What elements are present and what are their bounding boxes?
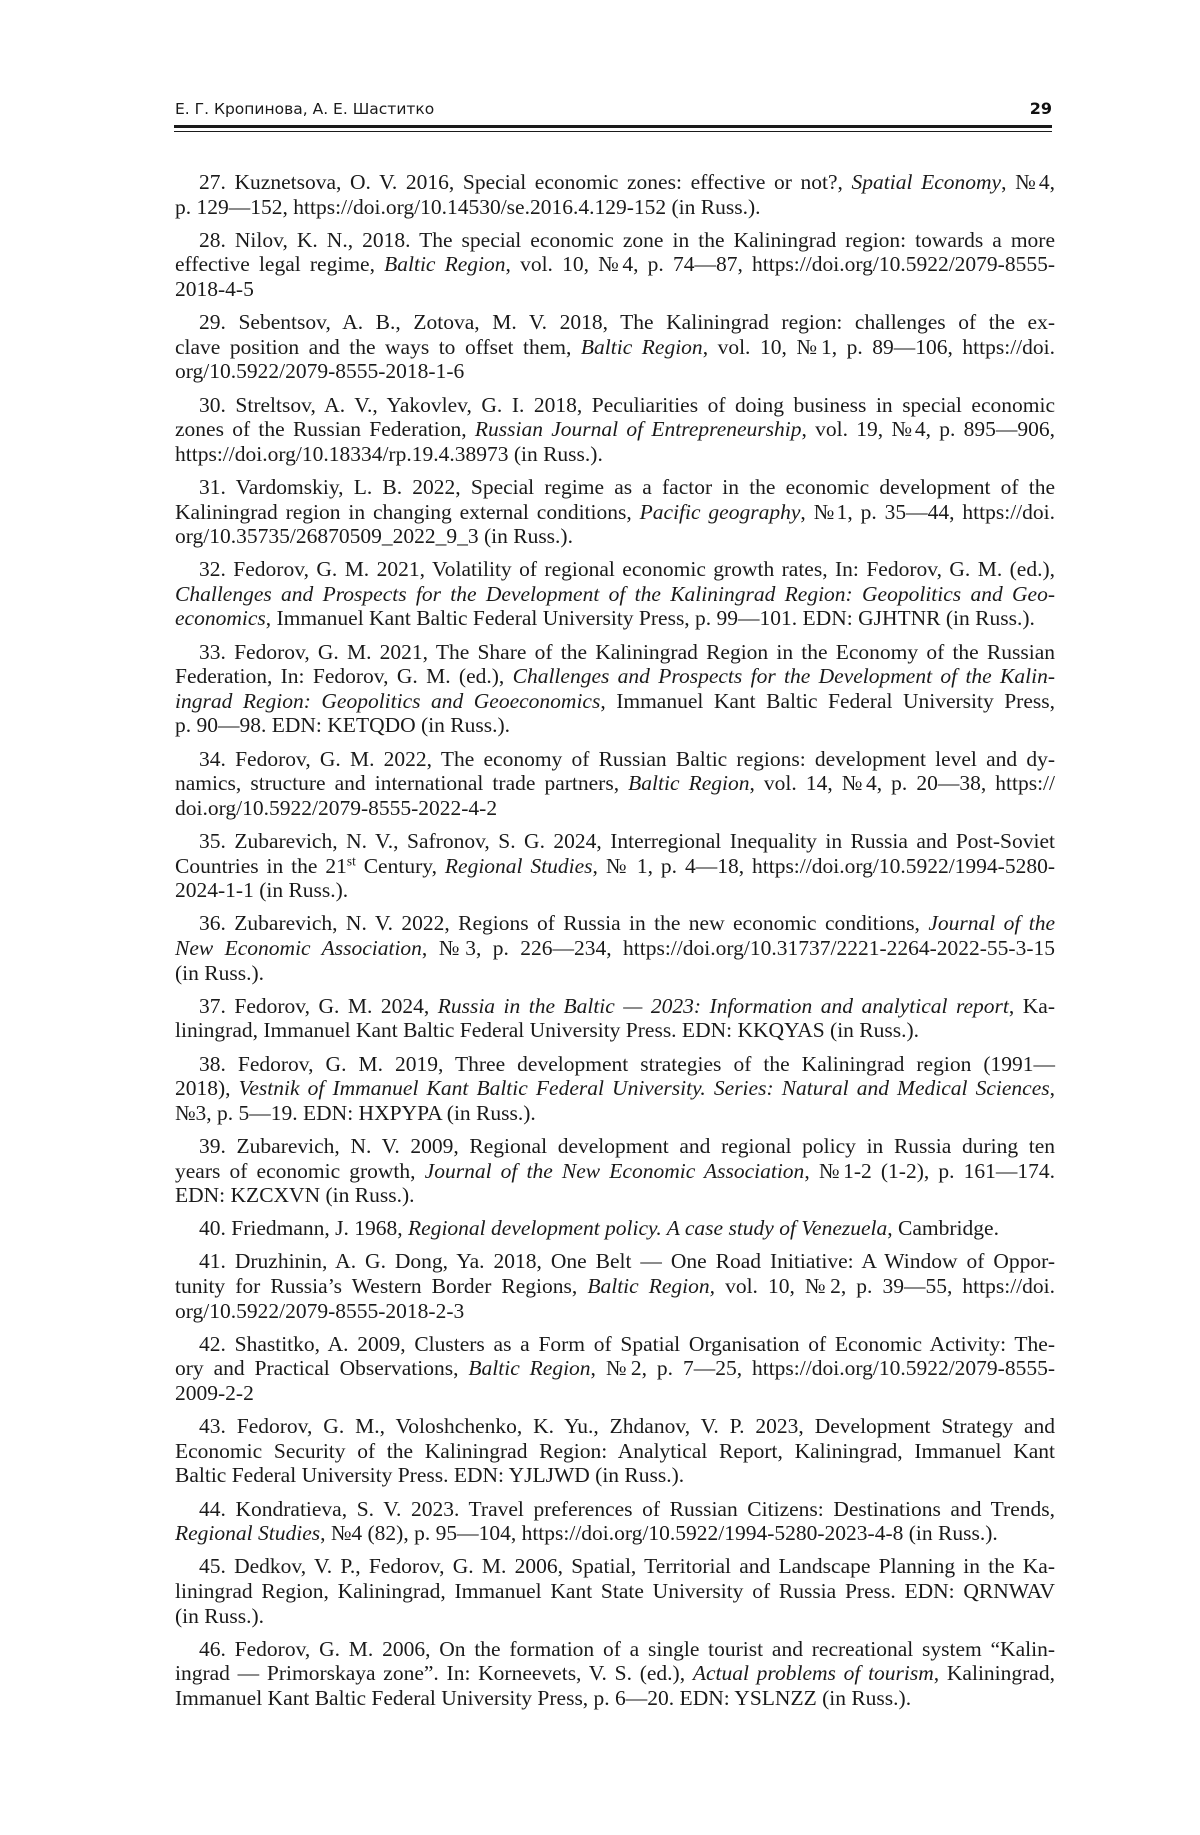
reference-line <box>175 500 1055 525</box>
reference-text: №3, p. 5—19. EDN: HXPYPA (in Russ.). <box>175 1100 536 1125</box>
reference-text: 36. Zubarevich, N. V. 2022, Regions of Russia in the new economic conditions, <box>199 911 929 936</box>
reference-entry-44 <box>175 1497 1055 1546</box>
reference-line <box>175 417 1055 442</box>
reference-line <box>175 475 1055 500</box>
reference-text: p. 129—152, https://doi.org/10.14530/se.2016.4.129-152 (in Russ.). <box>175 194 761 219</box>
reference-line <box>175 442 1055 467</box>
reference-line <box>175 747 1055 772</box>
reference-line <box>175 524 1055 549</box>
reference-text: Federation, In: Fedorov, G. M. (ed.), <box>175 664 513 689</box>
reference-text: ory and Practical Observations, <box>175 1356 469 1381</box>
reference-entry-43 <box>175 1414 1055 1488</box>
reference-italic-text: Journal of the <box>928 911 1056 936</box>
reference-entry-27 <box>175 170 1055 219</box>
reference-line <box>175 640 1055 665</box>
reference-text: Baltic Federal University Press. EDN: YJLJWD (in Russ.). <box>175 1463 685 1488</box>
reference-italic-text: Baltic Region <box>468 1356 591 1381</box>
reference-list <box>175 170 1055 1719</box>
reference-text: 30. Streltsov, A. V., Yakovlev, G. I. 2018, Peculiarities of doing business in special economic <box>199 392 1055 417</box>
reference-text: 27. Kuznetsova, O. V. 2016, Special economic zones: effective or not?, <box>199 170 852 194</box>
reference-line <box>175 310 1055 335</box>
reference-text: 41. Druzhinin, A. G. Dong, Ya. 2018, One Belt — One Road Initiative: A Window of Oppor- <box>199 1249 1055 1274</box>
reference-line <box>175 252 1055 277</box>
reference-text: vol. 10, №2, p. 39—55, https://doi. <box>715 1274 1055 1299</box>
reference-line <box>175 796 1055 821</box>
reference-italic-text: ingrad Region: Geopolitics and Geoeconomics <box>175 688 601 713</box>
reference-line <box>175 1637 1055 1662</box>
reference-entry-40 <box>175 1216 1055 1241</box>
reference-text: 2009-2-2 <box>175 1381 254 1406</box>
reference-line <box>175 713 1055 738</box>
reference-line <box>175 1299 1055 1324</box>
reference-text: tunity for Russia’s Western Border Regions, <box>175 1274 588 1299</box>
reference-line <box>175 829 1055 854</box>
page-number: 29 <box>1029 99 1052 118</box>
reference-italic-text: Baltic Region <box>628 771 750 796</box>
header-rule-thin <box>174 131 1052 132</box>
reference-line <box>175 878 1055 903</box>
reference-text: , №1-2 (1-2), p. 161—174. <box>804 1158 1055 1183</box>
reference-text: 44. Kondratieva, S. V. 2023. Travel preferences of Russian Citizens: Destinations and Trends, <box>199 1496 1055 1521</box>
reference-line <box>175 1554 1055 1579</box>
reference-text: 28. Nilov, K. N., 2018. The special economic zone in the Kaliningrad region: towards a more <box>199 227 1055 252</box>
reference-line <box>175 1521 1055 1546</box>
reference-line <box>175 1604 1055 1629</box>
reference-line <box>175 1686 1055 1711</box>
reference-text: doi.org/10.5922/2079-8555-2022-4-2 <box>175 795 498 820</box>
reference-text: , <box>1049 1076 1055 1101</box>
reference-text: 37. Fedorov, G. M. 2024, <box>199 993 438 1018</box>
reference-text: 40. Friedmann, J. 1968, <box>199 1216 409 1241</box>
reference-line <box>175 170 1055 195</box>
reference-text: 2018), <box>175 1076 239 1101</box>
reference-entry-45 <box>175 1554 1055 1628</box>
reference-text: , Ka- <box>1008 993 1055 1018</box>
reference-entry-36 <box>175 911 1055 985</box>
reference-line <box>175 1134 1055 1159</box>
reference-line <box>175 771 1055 796</box>
reference-entry-34 <box>175 747 1055 821</box>
reference-italic-text: Challenges and Prospects for the Development of the Kalin- <box>512 664 1055 689</box>
reference-entry-30 <box>175 393 1055 467</box>
reference-line <box>175 1274 1055 1299</box>
reference-text: 45. Dedkov, V. P., Fedorov, G. M. 2006, Spatial, Territorial and Landscape Planning in the Ka- <box>199 1554 1055 1579</box>
reference-text: 2024-1-1 (in Russ.). <box>175 878 349 903</box>
reference-text: https://doi.org/10.18334/rp.19.4.38973 (in Russ.). <box>175 441 603 466</box>
reference-entry-31 <box>175 475 1055 549</box>
reference-entry-38 <box>175 1052 1055 1126</box>
reference-line <box>175 911 1055 936</box>
reference-text: Immanuel Kant Baltic Federal University Press, p. 6—20. EDN: YSLNZZ (in Russ.). <box>175 1685 912 1710</box>
reference-italic-text: Russian Journal of Entrepreneurship <box>474 417 802 442</box>
reference-text: Economic Security of the Kaliningrad Region: Analytical Report, Kaliningrad, Immanuel Kant <box>175 1438 1055 1463</box>
reference-text: , vol. 10, №4, p. 74—87, https://doi.org/10.5922/2079-8555- <box>505 252 1055 277</box>
reference-line <box>175 1381 1055 1406</box>
reference-text: 32. Fedorov, G. M. 2021, Volatility of regional economic growth rates, In: Fedorov, G. M. (ed.), <box>199 557 1055 582</box>
reference-italic-text: Baltic Region <box>384 252 506 277</box>
reference-text: org/10.5922/2079-8555-2018-2-3 <box>175 1298 465 1323</box>
reference-entry-29 <box>175 310 1055 384</box>
reference-text: namics, structure and international trade partners, <box>175 771 629 796</box>
reference-text: 31. Vardomskiy, L. B. 2022, Special regime as a factor in the economic development of the <box>199 474 1055 499</box>
running-head-authors: Е. Г. Кропинова, А. Е. Шаститко <box>175 100 435 118</box>
reference-entry-42 <box>175 1332 1055 1406</box>
reference-italic-text: Baltic Region, <box>587 1274 716 1299</box>
reference-line <box>175 1076 1055 1101</box>
reference-text: Countries in the 21 <box>175 853 347 878</box>
reference-line <box>175 961 1055 986</box>
reference-text: , №4 (82), p. 95—104, https://doi.org/10.5922/1994-5280-2023-4-8 (in Russ.). <box>320 1521 998 1546</box>
reference-italic-text: Vestnik of Immanuel Kant Baltic Federal University. Series: Natural and Medical Sciences <box>238 1076 1050 1101</box>
reference-text: 42. Shastitko, A. 2009, Clusters as a Form of Spatial Organisation of Economic Activity: The- <box>199 1331 1055 1356</box>
reference-text: ingrad — Primorskaya zone”. In: Korneevets, V. S. (ed.), <box>175 1661 693 1686</box>
reference-line <box>175 1439 1055 1464</box>
reference-line <box>175 1159 1055 1184</box>
reference-line <box>175 195 1055 220</box>
reference-line <box>175 1356 1055 1381</box>
reference-line <box>175 1579 1055 1604</box>
reference-line <box>175 689 1055 714</box>
reference-line <box>175 606 1055 631</box>
reference-line <box>175 1052 1055 1077</box>
reference-text: clave position and the ways to offset them, <box>175 334 581 359</box>
reference-entry-32 <box>175 557 1055 631</box>
reference-line <box>175 1216 1055 1241</box>
reference-text: 35. Zubarevich, N. V., Safronov, S. G. 2024, Interregional Inequality in Russia and Post-Soviet <box>199 829 1055 853</box>
reference-text: , Immanuel Kant Baltic Federal University Press, <box>600 688 1055 713</box>
reference-text: , №1, p. 35—44, https://doi. <box>800 499 1056 524</box>
reference-text: Kaliningrad region in changing external conditions, <box>175 499 640 524</box>
reference-entry-33 <box>175 640 1055 738</box>
reference-entry-39 <box>175 1134 1055 1208</box>
reference-text: EDN: KZCXVN (in Russ.). <box>175 1183 415 1208</box>
reference-text: 34. Fedorov, G. M. 2022, The economy of Russian Baltic regions: development level and dy- <box>199 746 1055 771</box>
reference-text: 2018-4-5 <box>175 276 254 301</box>
reference-line <box>175 1497 1055 1522</box>
reference-text: liningrad, Immanuel Kant Baltic Federal University Press. EDN: KKQYAS (in Russ.). <box>175 1018 920 1043</box>
reference-text: 33. Fedorov, G. M. 2021, The Share of the Kaliningrad Region in the Economy of the Russian <box>199 639 1055 664</box>
reference-entry-35 <box>175 829 1055 903</box>
reference-text: (in Russ.). <box>175 960 264 985</box>
reference-text: , №3, p. 226—234, https://doi.org/10.31737/2221-2264-2022-55-3-15 <box>421 935 1055 960</box>
reference-line <box>175 277 1055 302</box>
reference-line <box>175 582 1055 607</box>
reference-text: , Kaliningrad, <box>933 1661 1055 1686</box>
reference-italic-text: Challenges and Prospects for the Development of the Kaliningrad Region: Geopolitics and Geo- <box>175 581 1055 606</box>
reference-text: , № 1, p. 4—18, https://doi.org/10.5922/1994-5280- <box>592 853 1055 878</box>
reference-text: , Cambridge. <box>887 1216 999 1241</box>
reference-italic-text: New Economic Association <box>175 935 422 960</box>
reference-text: 29. Sebentsov, A. B., Zotova, M. V. 2018, The Kaliningrad region: challenges of the ex- <box>199 310 1055 335</box>
reference-text: , vol. 19, №4, p. 895—906, <box>801 417 1055 442</box>
reference-italic-text: economics <box>175 606 266 631</box>
reference-line <box>175 1414 1055 1439</box>
reference-text: effective legal regime, <box>175 252 385 277</box>
reference-entry-37 <box>175 994 1055 1043</box>
reference-line <box>175 557 1055 582</box>
reference-italic-text: Spatial Economy <box>851 170 1002 194</box>
reference-text: , №2, p. 7—25, https://doi.org/10.5922/2079-8555- <box>590 1356 1055 1381</box>
reference-line <box>175 1332 1055 1357</box>
reference-text: years of economic growth, <box>175 1158 425 1183</box>
reference-line <box>175 664 1055 689</box>
reference-entry-28 <box>175 228 1055 302</box>
reference-line <box>175 936 1055 961</box>
reference-text: 43. Fedorov, G. M., Voloshchenko, K. Yu., Zhdanov, V. P. 2023, Development Strategy and <box>199 1414 1055 1439</box>
reference-line <box>175 1249 1055 1274</box>
reference-line <box>175 1101 1055 1126</box>
reference-entry-46 <box>175 1637 1055 1711</box>
reference-italic-text: Actual problems of tourism <box>692 1661 934 1686</box>
reference-line <box>175 1183 1055 1208</box>
reference-text: 39. Zubarevich, N. V. 2009, Regional development and regional policy in Russia during ten <box>199 1133 1055 1158</box>
reference-text: zones of the Russian Federation, <box>175 417 475 442</box>
reference-text: (in Russ.). <box>175 1603 264 1628</box>
reference-text: , vol. 10, №1, p. 89—106, https://doi. <box>702 334 1055 359</box>
reference-text: 46. Fedorov, G. M. 2006, On the formation of a single tourist and recreational system “Kalin- <box>199 1636 1055 1661</box>
reference-line <box>175 393 1055 418</box>
reference-text: st <box>346 853 356 869</box>
reference-text: 38. Fedorov, G. M. 2019, Three development strategies of the Kaliningrad region (1991— <box>199 1051 1055 1076</box>
reference-line <box>175 1463 1055 1488</box>
reference-italic-text: Regional Studies <box>444 853 593 878</box>
reference-italic-text: Pacific geography <box>639 499 801 524</box>
reference-text: , Immanuel Kant Baltic Federal University Press, p. 99—101. EDN: GJHTNR (in Russ.). <box>265 606 1035 631</box>
reference-line <box>175 1661 1055 1686</box>
reference-text: org/10.35735/26870509_2022_9_3 (in Russ.). <box>175 524 573 549</box>
reference-entry-41 <box>175 1249 1055 1323</box>
reference-text: org/10.5922/2079-8555-2018-1-6 <box>175 359 465 384</box>
reference-italic-text: Baltic Region <box>580 334 703 359</box>
reference-italic-text: Regional Studies <box>175 1521 321 1546</box>
reference-line <box>175 1018 1055 1043</box>
reference-text: , vol. 14, №4, p. 20—38, https:// <box>749 771 1055 796</box>
reference-text: p. 90—98. EDN: KETQDO (in Russ.). <box>175 713 511 738</box>
reference-italic-text: Journal of the New Economic Association <box>424 1158 805 1183</box>
reference-line <box>175 854 1055 879</box>
reference-italic-text: Russia in the Baltic — 2023: Information and analytical report <box>437 993 1009 1018</box>
reference-italic-text: Regional development policy. A case study of Venezuela <box>408 1216 888 1241</box>
reference-line <box>175 335 1055 360</box>
reference-line <box>175 994 1055 1019</box>
reference-text: Century, <box>355 853 445 878</box>
reference-line <box>175 228 1055 253</box>
reference-text: , №4, <box>1001 170 1055 194</box>
header-rule-thick <box>174 125 1052 128</box>
reference-line <box>175 359 1055 384</box>
reference-text: liningrad Region, Kaliningrad, Immanuel Kant State University of Russia Press. EDN: QRNWAV <box>175 1578 1055 1603</box>
